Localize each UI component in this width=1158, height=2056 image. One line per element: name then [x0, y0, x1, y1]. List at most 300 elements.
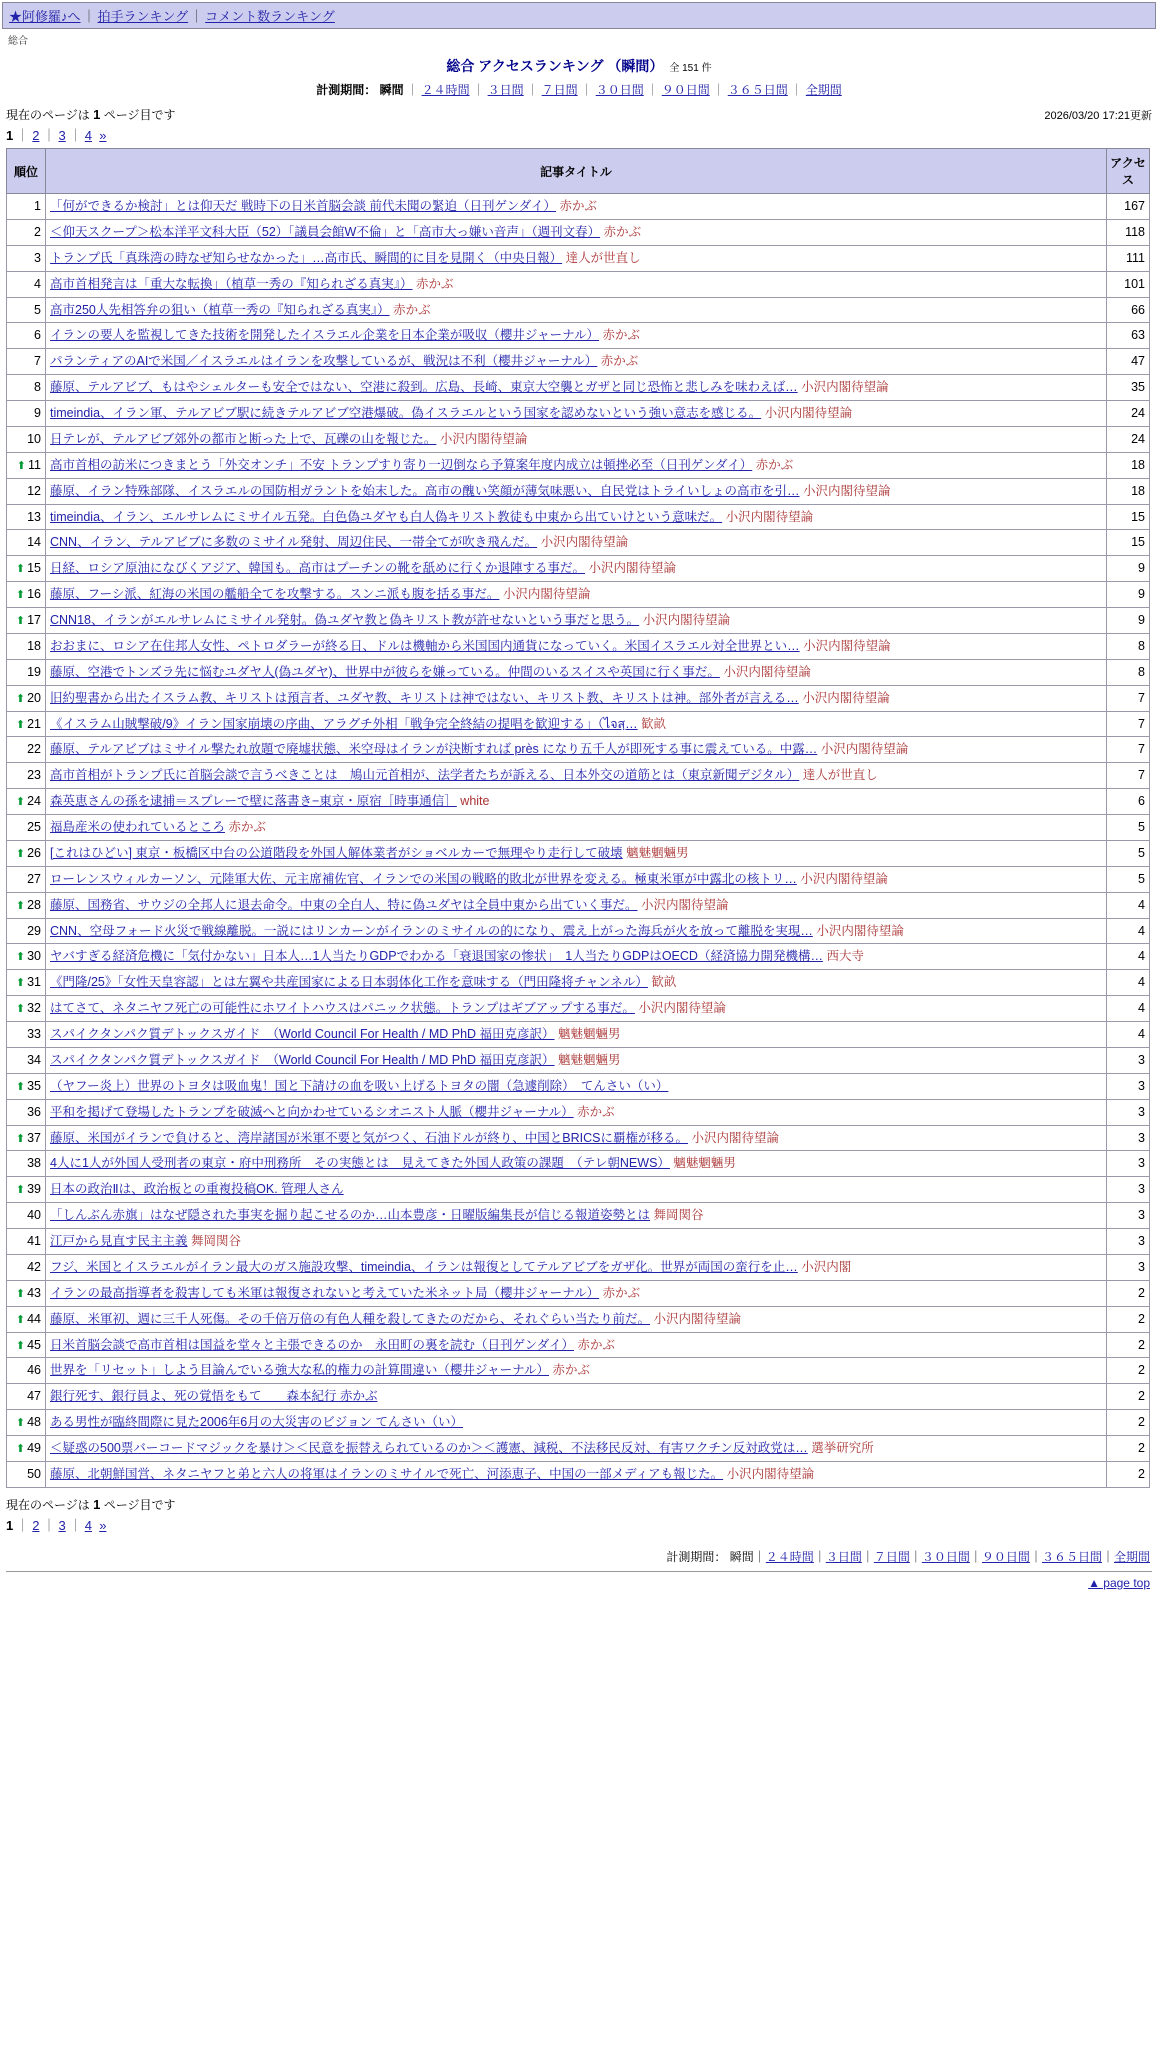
article-link[interactable]: ローレンスウィルカーソン、元陸軍大佐、元主席補佐官、イランでの米国の戦略的敗北が世界を変える。極東米軍が中露北の核トリ…: [50, 871, 797, 886]
table-row: [7, 1306, 1150, 1332]
row-access-count: 4: [1107, 918, 1150, 944]
article-link[interactable]: 藤原、米軍初、週に三千人死傷。その千倍万倍の有色人種を殺してきたのだから、それぐらい当たり前だ。: [50, 1311, 651, 1326]
current-page-number-bottom: 1: [93, 1496, 101, 1512]
current-page-suffix-top: ページ目です: [103, 108, 176, 122]
row-rank: [7, 789, 46, 815]
row-title-cell: [46, 918, 1107, 944]
row-title-cell: [46, 1022, 1107, 1048]
rank-number: 25: [27, 820, 41, 834]
article-link[interactable]: ＜仰天スクープ＞松本洋平文科大臣（52）「議員会館W不倫」と「高市大っ嫌い音声」（週刊文春）: [50, 224, 601, 239]
rank-number: 9: [34, 406, 41, 420]
rank-up-icon: ⬆: [15, 589, 26, 602]
row-title-cell: [46, 1358, 1107, 1384]
article-link[interactable]: 高市首相の訪米につきまとう「外交オンチ」不安 トランプすり寄り一辺倒なら予算案年度内成立は頓挫必至（日刊ゲンダイ）: [50, 457, 753, 472]
table-row: [7, 194, 1150, 220]
article-author: 小沢内閣待望論: [638, 1001, 726, 1016]
article-link[interactable]: 《門隆/25》「女性天皇容認」とは左翼や共産国家による日本弱体化工作を意味する（門田隆将チャンネル）: [50, 975, 648, 990]
row-access-count: 35: [1107, 375, 1150, 401]
period-option-all-top[interactable]: 全期間: [805, 83, 842, 97]
rank-number: 45: [27, 1337, 41, 1352]
pagination-page-3-bottom[interactable]: 3: [58, 1517, 66, 1533]
row-access-count: 9: [1107, 556, 1150, 582]
article-link[interactable]: フジ、米国とイスラエルがイラン最大のガス施設攻撃、timeindia、イランは報復としてテルアビブをガザ化。世界が両国の蛮行を止…: [50, 1259, 798, 1274]
period-option-all-bottom[interactable]: 全期間: [1113, 1549, 1150, 1564]
pagination-page-2-top[interactable]: 2: [32, 128, 40, 143]
table-row: [7, 659, 1150, 685]
rank-number: 3: [34, 250, 41, 265]
rank-number: 14: [27, 535, 41, 550]
article-link[interactable]: 高市250人先相答弁の狙い（植草一秀の『知られざる真実』）: [50, 302, 390, 317]
pagination-next-bottom[interactable]: »: [99, 1517, 107, 1533]
row-title-cell: [46, 504, 1107, 530]
link-comment-ranking[interactable]: コメント数ランキング: [205, 9, 335, 24]
pagination-page-2-bottom[interactable]: 2: [32, 1517, 40, 1533]
row-access-count: 3: [1107, 1099, 1150, 1125]
rank-number: 21: [27, 716, 41, 731]
row-title-cell: [46, 608, 1107, 634]
row-access-count: 4: [1107, 944, 1150, 970]
article-author: 舞岡関谷: [653, 1208, 704, 1223]
row-rank: [7, 504, 46, 530]
article-link[interactable]: 《イスラム山賊撃破/9》イラン国家崩壊の序曲、アラグチ外相「戦争完全終結の提唱を歓迎する」（ไจสฺ…: [50, 716, 638, 731]
page-top-link[interactable]: ▲ page top: [1088, 1575, 1150, 1590]
row-access-count: 2: [1107, 1358, 1150, 1384]
article-author: 赤かぶ: [552, 1363, 591, 1378]
pagination-current-bottom: 1: [6, 1517, 14, 1533]
article-link[interactable]: 銀行死す、銀行員よ、死の覚悟をもて 森本紀行 赤かぶ: [50, 1389, 378, 1404]
rank-number: 47: [27, 1389, 41, 1404]
row-rank: [7, 245, 46, 271]
row-access-count: 3: [1107, 1047, 1150, 1073]
row-rank: [7, 1306, 46, 1332]
row-access-count: 2: [1107, 1461, 1150, 1487]
article-link[interactable]: 日本の政治Ⅱは、政治板との重複投稿OK. 管理人さん: [50, 1182, 344, 1197]
table-row: [7, 556, 1150, 582]
article-link[interactable]: 日経、ロシア原油になびくアジア、韓国も。高市はプーチンの靴を舐めに行くか退陣する事だ。: [50, 561, 586, 576]
row-access-count: 2: [1107, 1306, 1150, 1332]
rank-number: 34: [27, 1052, 41, 1067]
article-link[interactable]: timeindia、イラン、エルサレムにミサイル五発。白色偽ユダヤも白人偽キリスト教徒も中東から出ていけという意味だ。: [50, 509, 723, 524]
table-row: [7, 633, 1150, 659]
period-label-top: 計測期間：: [316, 83, 377, 97]
rank-number: 22: [27, 742, 41, 757]
row-rank: [7, 1410, 46, 1436]
rank-up-icon: ⬆: [15, 563, 26, 576]
table-row: [7, 789, 1150, 815]
row-access-count: 7: [1107, 763, 1150, 789]
row-title-cell: [46, 556, 1107, 582]
table-row: [7, 219, 1150, 245]
row-rank: [7, 271, 46, 297]
row-rank: [7, 1358, 46, 1384]
rank-number: 28: [27, 897, 41, 912]
row-access-count: 101: [1107, 271, 1150, 297]
row-access-count: 2: [1107, 1436, 1150, 1462]
rank-number: 40: [27, 1208, 41, 1223]
ranking-table: [6, 148, 1150, 1488]
article-link[interactable]: 「何ができるか検討」とは仰天だ 戦時下の日米首脳会談 前代未聞の緊迫（日刊ゲンダイ）: [50, 199, 556, 213]
row-access-count: 9: [1107, 608, 1150, 634]
article-link[interactable]: 藤原、空港でトンズラ先に悩むユダヤ人(偽ユダヤ)、世界中が彼らを嫌っている。仲間のいるスイスや英国に行く事だ。: [50, 664, 720, 679]
article-author: 小沢内閣待望論: [641, 897, 729, 912]
breadcrumb: 総合: [8, 36, 28, 47]
row-access-count: 3: [1107, 1229, 1150, 1255]
row-rank: [7, 1177, 46, 1203]
article-author: 小沢内閣待望論: [803, 638, 891, 653]
article-link[interactable]: 高市首相発言は「重大な転換」（植草一秀の『知られざる真実』）: [50, 276, 413, 291]
table-row: [7, 1280, 1150, 1306]
article-author: 赤かぶ: [602, 328, 641, 343]
row-rank: [7, 349, 46, 375]
row-title-cell: [46, 1099, 1107, 1125]
article-link[interactable]: パランティアのAIで米国／イスラエルはイランを攻撃しているが、戦況は不利（櫻井ジャーナル）: [50, 354, 598, 369]
row-rank: [7, 323, 46, 349]
article-author: 小沢内閣待望論: [540, 535, 629, 550]
row-access-count: 63: [1107, 323, 1150, 349]
row-title-cell: [46, 737, 1107, 763]
row-rank: [7, 219, 46, 245]
row-access-count: 7: [1107, 737, 1150, 763]
article-link[interactable]: 日米首脳会談で高市首相は国益を堂々と主張できるのか 永田町の裏を読む（日刊ゲンダイ）: [50, 1337, 575, 1352]
pagination-next-top[interactable]: »: [99, 128, 107, 143]
row-title-cell: [46, 349, 1107, 375]
row-rank: [7, 194, 46, 220]
pagination-page-4-bottom[interactable]: 4: [84, 1517, 92, 1533]
row-access-count: 5: [1107, 840, 1150, 866]
article-link[interactable]: スパイクタンパク質デトックスガイド （World Council For Health / MD PhD 福田克彦訳）: [50, 1052, 555, 1067]
table-row: [7, 1022, 1150, 1048]
table-row: [7, 1436, 1150, 1462]
row-rank: [7, 763, 46, 789]
row-title-cell: [46, 1125, 1107, 1151]
article-link[interactable]: 旧約聖書から出たイスラム教、キリストは預言者、ユダヤ教、キリストは神ではない、キリスト教、キリストは神。部外者が言える…: [50, 690, 799, 705]
article-link[interactable]: 藤原、テルアビブ、もはやシェルターも安全ではない、空港に殺到。広島、長崎、東京大空襲とガザと同じ恐怖と悲しみを味わえば…: [50, 380, 798, 395]
table-row: [7, 737, 1150, 763]
period-selector-top: 計測期間： 瞬間 ｜ ２４時間 ｜ ３日間 ｜ ７日間 ｜ ３０日間 ｜ ９０日間 ｜ ３６５日間 ｜ 全期間: [316, 83, 842, 97]
row-title-cell: [46, 478, 1107, 504]
period-option-7d-top[interactable]: ７日間: [541, 83, 578, 97]
article-author: 小沢内閣待望論: [803, 483, 891, 498]
article-link[interactable]: イランの最高指導者を殺害しても米軍は報復されないと考えていた米ネット局（櫻井ジャーナル）: [50, 1285, 600, 1300]
article-link[interactable]: 福島産米の使われているところ: [50, 820, 226, 834]
article-link[interactable]: ＜疑惑の500票バーコードマジックを暴け＞＜民意を振替えられているのか＞＜護憲、減税、不法移民反対、有害ワクチン反対政党は…: [50, 1441, 808, 1455]
table-row: [7, 1332, 1150, 1358]
rank-number: 41: [27, 1234, 41, 1248]
article-author: 小沢内閣待望論: [439, 431, 528, 446]
article-author: 歓畝: [641, 716, 667, 731]
row-title-cell: [46, 970, 1107, 996]
page-title: [0, 56, 1158, 76]
rank-number: 8: [34, 380, 41, 395]
nav-separator-2: ｜: [190, 9, 204, 24]
pagination-bottom: 1 ｜ 2 ｜ 3 ｜ 4 »: [6, 1517, 107, 1533]
row-rank: [7, 711, 46, 737]
article-link[interactable]: 藤原、国務省、サウジの全邦人に退去命令。中東の全白人、特に偽ユダヤは全員中東から出ていく事だ。: [50, 897, 638, 912]
table-row: [7, 271, 1150, 297]
row-title-cell: [46, 944, 1107, 970]
article-author: 舞岡関谷: [191, 1234, 242, 1248]
rank-number: 39: [27, 1182, 41, 1197]
row-access-count: 5: [1107, 815, 1150, 841]
rank-number: 20: [27, 690, 41, 705]
row-rank: [7, 996, 46, 1022]
table-row: [7, 763, 1150, 789]
row-access-count: 3: [1107, 1151, 1150, 1177]
article-author: 赤かぶ: [559, 199, 597, 213]
article-author: 達人が世直し: [802, 768, 878, 783]
row-title-cell: [46, 194, 1107, 220]
article-link[interactable]: 藤原、北朝鮮国営、ネタニヤフと弟と六人の将軍はイランのミサイルで死亡、河添恵子、中国の一部メディアも報じた。: [50, 1466, 724, 1481]
article-author: 赤かぶ: [416, 276, 454, 291]
period-option-3d-top[interactable]: ３日間: [487, 83, 524, 97]
row-rank: [7, 375, 46, 401]
pagination-page-4-top[interactable]: 4: [84, 128, 92, 143]
period-label-bottom: 計測期間：: [666, 1549, 727, 1564]
article-author: white: [460, 794, 490, 809]
article-link[interactable]: 高市首相がトランプ氏に首脳会談で言うべきことは 鳩山元首相が、法学者たちが訴える、日本外交の道筋とは（東京新聞デジタル）: [50, 768, 800, 783]
rank-number: 18: [27, 638, 41, 653]
rank-number: 10: [27, 431, 41, 446]
rank-up-icon: ⬆: [15, 899, 26, 912]
period-option-3d-bottom[interactable]: ３日間: [825, 1549, 862, 1564]
row-access-count: 2: [1107, 1384, 1150, 1410]
article-link[interactable]: （ヤフー炎上）世界のトヨタは吸血鬼！国と下請けの血を吸い上げるトヨタの闇（急遽削除） てんさい（い）: [50, 1078, 669, 1093]
table-row: [7, 970, 1150, 996]
row-title-cell: [46, 271, 1107, 297]
row-rank: [7, 530, 46, 556]
article-link[interactable]: 森英恵さんの孫を逮捕＝スプレーで壁に落書き−東京・原宿［時事通信］: [50, 794, 457, 809]
period-option-7d-bottom[interactable]: ７日間: [873, 1549, 910, 1564]
rank-number: 19: [27, 664, 41, 679]
row-access-count: 4: [1107, 970, 1150, 996]
row-rank: [7, 297, 46, 323]
article-author: 赤かぶ: [602, 1285, 641, 1300]
table-row: [7, 1229, 1150, 1255]
row-access-count: 4: [1107, 892, 1150, 918]
row-access-count: 2: [1107, 1280, 1150, 1306]
article-link[interactable]: スパイクタンパク質デトックスガイド （World Council For Health / MD PhD 福田克彦訳）: [50, 1027, 555, 1041]
rank-number: 42: [27, 1259, 41, 1274]
article-author: 選挙研究所: [811, 1441, 874, 1455]
table-row: [7, 1073, 1150, 1099]
article-link[interactable]: 江戸から見直す民主主義: [50, 1234, 188, 1248]
row-title-cell: [46, 789, 1107, 815]
article-link[interactable]: CNN、空母フォード火災で戦線離脱。一説にはリンカーンがイランのミサイルの的になり、震え上がった海兵が火を放って離脱を実現…: [50, 923, 813, 938]
row-rank: [7, 1384, 46, 1410]
current-page-suffix-bottom: ページ目です: [103, 1497, 176, 1512]
row-rank: [7, 737, 46, 763]
article-link[interactable]: ある男性が臨終間際に見た2006年6月の大災害のビジョン てんさい（い）: [50, 1415, 463, 1430]
article-link[interactable]: 4人に1人が外国人受刑者の東京・府中刑務所 その実態とは 見えてきた外国人政策の課題 （テレ朝NEWS）: [50, 1156, 670, 1171]
row-title-cell: [46, 633, 1107, 659]
row-rank: [7, 1047, 46, 1073]
footer-divider: [6, 1571, 1152, 1572]
rank-up-icon: ⬆: [15, 1313, 26, 1326]
table-row: [7, 1099, 1150, 1125]
rank-number: 49: [27, 1441, 41, 1455]
row-rank: [7, 1332, 46, 1358]
row-title-cell: [46, 866, 1107, 892]
row-rank: [7, 1436, 46, 1462]
row-rank: [7, 1099, 46, 1125]
article-link[interactable]: CNN、イラン、テルアビブに多数のミサイル発射、周辺住民、一帯全てが吹き飛んだ。: [50, 535, 538, 550]
article-link[interactable]: 平和を掲げて登場したトランプを破滅へと向かわせているシオニスト人脈（櫻井ジャーナル）: [50, 1104, 574, 1119]
article-link[interactable]: [これはひどい] 東京・板橋区中台の公道階段を外国人解体業者がショベルカーで無理やり走行して破壊: [50, 845, 623, 860]
row-title-cell: [46, 1410, 1107, 1436]
article-author: 赤かぶ: [393, 302, 431, 317]
row-title-cell: [46, 582, 1107, 608]
row-rank: [7, 1125, 46, 1151]
article-link[interactable]: トランプ氏「真珠湾の時なぜ知らせなかった」…高市氏、瞬間的に目を見開く（中央日報）: [50, 250, 563, 265]
rank-up-icon: ⬆: [15, 1003, 26, 1016]
article-link[interactable]: 藤原、米国がイランで負けると、湾岸諸国が米軍不要と気がつく、石油ドルが終り、中国とBRICSに覇権が移る。: [50, 1130, 688, 1145]
rank-number: 31: [27, 975, 41, 990]
period-option-24h-bottom[interactable]: ２４時間: [765, 1549, 814, 1564]
link-asyura-home[interactable]: ★阿修羅♪へ: [9, 9, 81, 24]
table-row: [7, 323, 1150, 349]
table-row: [7, 478, 1150, 504]
article-author: 小沢内閣待望論: [502, 587, 591, 602]
article-author: 魑魅魍魎男: [673, 1156, 736, 1171]
period-option-365d-top[interactable]: ３６５日間: [727, 83, 788, 97]
rank-number: 26: [27, 845, 41, 860]
article-link[interactable]: イランの要人を監視してきた技術を開発したイスラエル企業を日本企業が吸収（櫻井ジャーナル）: [50, 328, 600, 343]
row-title-cell: [46, 1229, 1107, 1255]
article-link[interactable]: はてさて、ネタニヤフ死亡の可能性にホワイトハウスはパニック状態。トランプはギブアップする事だ。: [50, 1001, 635, 1016]
row-title-cell: [46, 711, 1107, 737]
row-title-cell: [46, 840, 1107, 866]
row-rank: [7, 478, 46, 504]
rank-up-icon: ⬆: [15, 1339, 26, 1352]
article-author: 小沢内閣待望論: [802, 690, 890, 705]
article-link[interactable]: CNN18、イランがエルサレムにミサイル発射。偽ユダヤ教と偽キリスト教が許せないという事だと思う。: [50, 613, 640, 627]
pagination-page-3-top[interactable]: 3: [58, 128, 66, 143]
current-page-prefix-top: 現在のページは: [6, 108, 90, 122]
article-link[interactable]: おおまに、ロシア在住邦人女性、ペトロダラーが終る日、ドルは機軸から米国国内通貨になっていく。米国イスラエル対全世界とい…: [50, 638, 800, 653]
row-title-cell: [46, 763, 1107, 789]
table-row: [7, 530, 1150, 556]
row-title-cell: [46, 1073, 1107, 1099]
article-author: 赤かぶ: [603, 224, 642, 239]
row-title-cell: [46, 452, 1107, 478]
article-link[interactable]: 藤原、イラン特殊部隊、イスラエルの国防相ガラントを始末した。高市の醜い笑顔が薄気味悪い、自民党はトライいしょの高市を引…: [50, 483, 800, 498]
row-rank: [7, 426, 46, 452]
table-row: [7, 452, 1150, 478]
article-link[interactable]: ヤバすぎる経済危機に「気付かない」日本人…1人当たりGDPでわかる「衰退国家の惨状」 1人当たりGDPはOECD（経済協力開発機構…: [50, 949, 823, 964]
rank-number: 13: [27, 509, 41, 524]
header-rank: 順位: [7, 149, 46, 194]
article-author: 赤かぶ: [577, 1337, 616, 1352]
table-row: [7, 866, 1150, 892]
row-access-count: 24: [1107, 426, 1150, 452]
row-rank: [7, 1073, 46, 1099]
period-option-30d-bottom[interactable]: ３０日間: [921, 1549, 970, 1564]
article-link[interactable]: 日テレが、テルアビブ郊外の都市と断った上で、瓦礫の山を報じた。: [50, 431, 437, 446]
row-rank: [7, 892, 46, 918]
rank-number: 6: [34, 328, 41, 343]
article-link[interactable]: 「しんぶん赤旗」はなぜ隠された事実を掘り起こせるのか…山本豊彦・日曜版編集長が信じる報道姿勢とは: [50, 1208, 651, 1223]
row-title-cell: [46, 375, 1107, 401]
page-top-link-container: [0, 1576, 1150, 1590]
row-access-count: 8: [1107, 659, 1150, 685]
row-access-count: 4: [1107, 996, 1150, 1022]
period-current-bottom: 瞬間: [729, 1549, 754, 1564]
row-rank: [7, 970, 46, 996]
article-author: 歓畝: [651, 975, 677, 990]
table-row: [7, 1358, 1150, 1384]
row-rank: [7, 685, 46, 711]
article-link[interactable]: 世界を「リセット」しよう目論んでいる強大な私的権力の計算間違い（櫻井ジャーナル）: [50, 1363, 550, 1378]
table-row: [7, 918, 1150, 944]
article-author: 小沢内閣待望論: [653, 1311, 742, 1326]
table-row: [7, 685, 1150, 711]
row-rank: [7, 1203, 46, 1229]
article-author: 赤かぶ: [228, 820, 267, 834]
rank-number: 24: [27, 794, 41, 809]
row-title-cell: [46, 1151, 1107, 1177]
nav-separator-1: ｜: [82, 9, 96, 24]
article-author: 西大寺: [826, 949, 864, 964]
period-option-30d-top[interactable]: ３０日間: [595, 83, 644, 97]
rank-up-icon: ⬆: [15, 1417, 26, 1430]
row-title-cell: [46, 1047, 1107, 1073]
rank-up-icon: ⬆: [15, 692, 26, 705]
rank-number: 43: [27, 1285, 41, 1300]
article-author: 小沢内閣待望論: [801, 380, 889, 395]
article-author: 小沢内閣待望論: [820, 742, 909, 757]
table-row: [7, 996, 1150, 1022]
period-option-90d-top[interactable]: ９０日間: [661, 83, 710, 97]
period-current-top: 瞬間: [379, 83, 404, 97]
page-status-row-top: [6, 106, 1152, 123]
link-clap-ranking[interactable]: 拍手ランキング: [97, 9, 189, 24]
row-access-count: 3: [1107, 1254, 1150, 1280]
article-author: 小沢内閣待望論: [726, 1466, 815, 1481]
current-page-prefix-bottom: 現在のページは: [6, 1497, 90, 1512]
period-option-365d-bottom[interactable]: ３６５日間: [1041, 1549, 1102, 1564]
page-status-row-bottom: [6, 1496, 1152, 1513]
rank-number: 15: [27, 561, 41, 576]
current-page-number-top: 1: [93, 107, 101, 122]
table-row: [7, 944, 1150, 970]
period-option-90d-bottom[interactable]: ９０日間: [981, 1549, 1030, 1564]
rank-up-icon: ⬆: [15, 977, 26, 990]
row-title-cell: [46, 996, 1107, 1022]
table-row: [7, 1203, 1150, 1229]
row-title-cell: [46, 659, 1107, 685]
rank-number: 44: [27, 1311, 41, 1326]
article-link[interactable]: 藤原、テルアビブはミサイル撃たれ放題で廃墟状態、米空母はイランが決断すれば près になり五千人が即死する事に震えている。中露…: [50, 742, 818, 757]
row-title-cell: [46, 401, 1107, 427]
row-access-count: 9: [1107, 582, 1150, 608]
rank-number: 29: [27, 923, 41, 938]
rank-number: 50: [27, 1466, 41, 1481]
table-row: [7, 426, 1150, 452]
article-link[interactable]: timeindia、イラン軍、テルアビブ駅に続きテルアビブ空港爆破。偽イスラエルという国家を認めないという強い意志を感じる。: [50, 406, 762, 420]
row-access-count: 118: [1107, 219, 1150, 245]
row-rank: [7, 840, 46, 866]
rank-number: 23: [27, 768, 41, 783]
article-author: 小沢内閣待望論: [723, 664, 811, 679]
row-access-count: 15: [1107, 504, 1150, 530]
total-count: 全 151 件: [669, 63, 712, 74]
article-author: 小沢内閣: [801, 1259, 852, 1274]
rank-number: 5: [34, 302, 41, 317]
article-link[interactable]: 藤原、フーシ派、紅海の米国の艦船全てを攻撃する。スンニ派も腹を括る事だ。: [50, 587, 500, 602]
period-option-24h-top[interactable]: ２４時間: [421, 83, 470, 97]
row-access-count: 8: [1107, 633, 1150, 659]
article-author: 小沢内閣待望論: [642, 613, 731, 627]
